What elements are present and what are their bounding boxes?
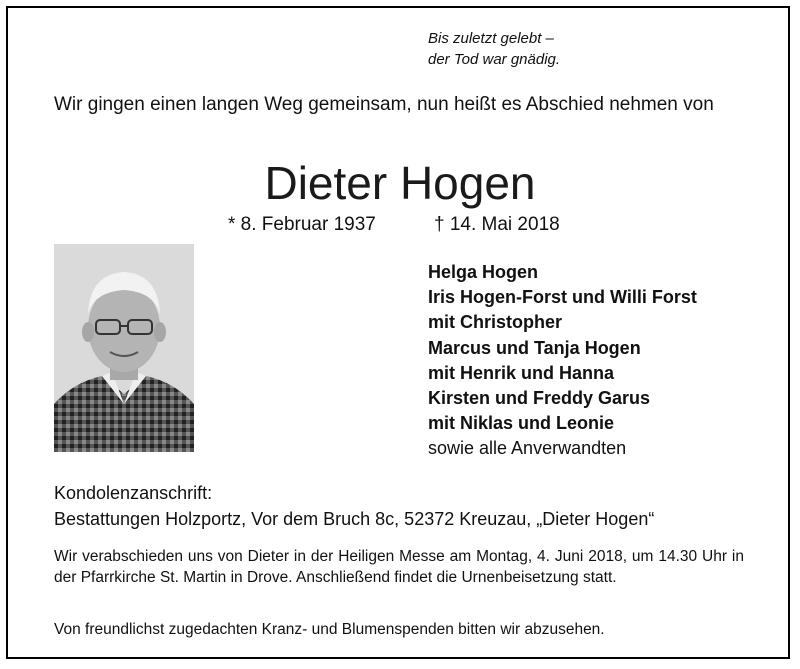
motto-line: der Tod war gnädig. [428,51,561,68]
death-date: † 14. Mai 2018 [434,214,560,235]
service-text: Wir verabschieden uns von Dieter in der Heiligen Messe am Montag, 4. Juni 2018, um 14.30 Uhr in der Pfarrkirche St. Martin in Drove. Anschließend findet die Urnenbeisetzung statt. [54,548,744,586]
motto-line: Bis zuletzt gelebt – [428,30,554,47]
family-member: Helga Hogen [428,262,539,282]
family-member: Kirsten und Freddy Garus [428,388,651,409]
family-member: sowie alle Anverwandten [428,438,627,459]
obituary-frame [6,6,790,659]
family-member: mit Christopher [428,312,563,333]
intro-text: Wir gingen einen langen Weg gemeinsam, nun heißt es Abschied nehmen von [54,94,714,115]
condolence-label: Kondolenzanschrift: [54,483,213,503]
portrait-photo [54,244,194,452]
motto [428,28,560,70]
family-member: mit Henrik und Hanna [428,362,615,383]
family-member: Marcus und Tanja Hogen [428,337,641,358]
closing-text: Von freundlichst zugedachten Kranz- und Blumenspenden bitten wir abzusehen. [54,621,605,638]
portrait-illustration [54,244,194,452]
family-list [428,260,697,462]
condolence-address: Bestattungen Holzportz, Vor dem Bruch 8c, 52372 Kreuzau, „Dieter Hogen“ [54,509,655,529]
deceased-name: Dieter Hogen [264,157,536,209]
family-member: Iris Hogen-Forst und Willi Forst [428,287,697,308]
family-member: mit Niklas und Leonie [428,413,615,434]
birth-date: * 8. Februar 1937 [228,214,376,235]
